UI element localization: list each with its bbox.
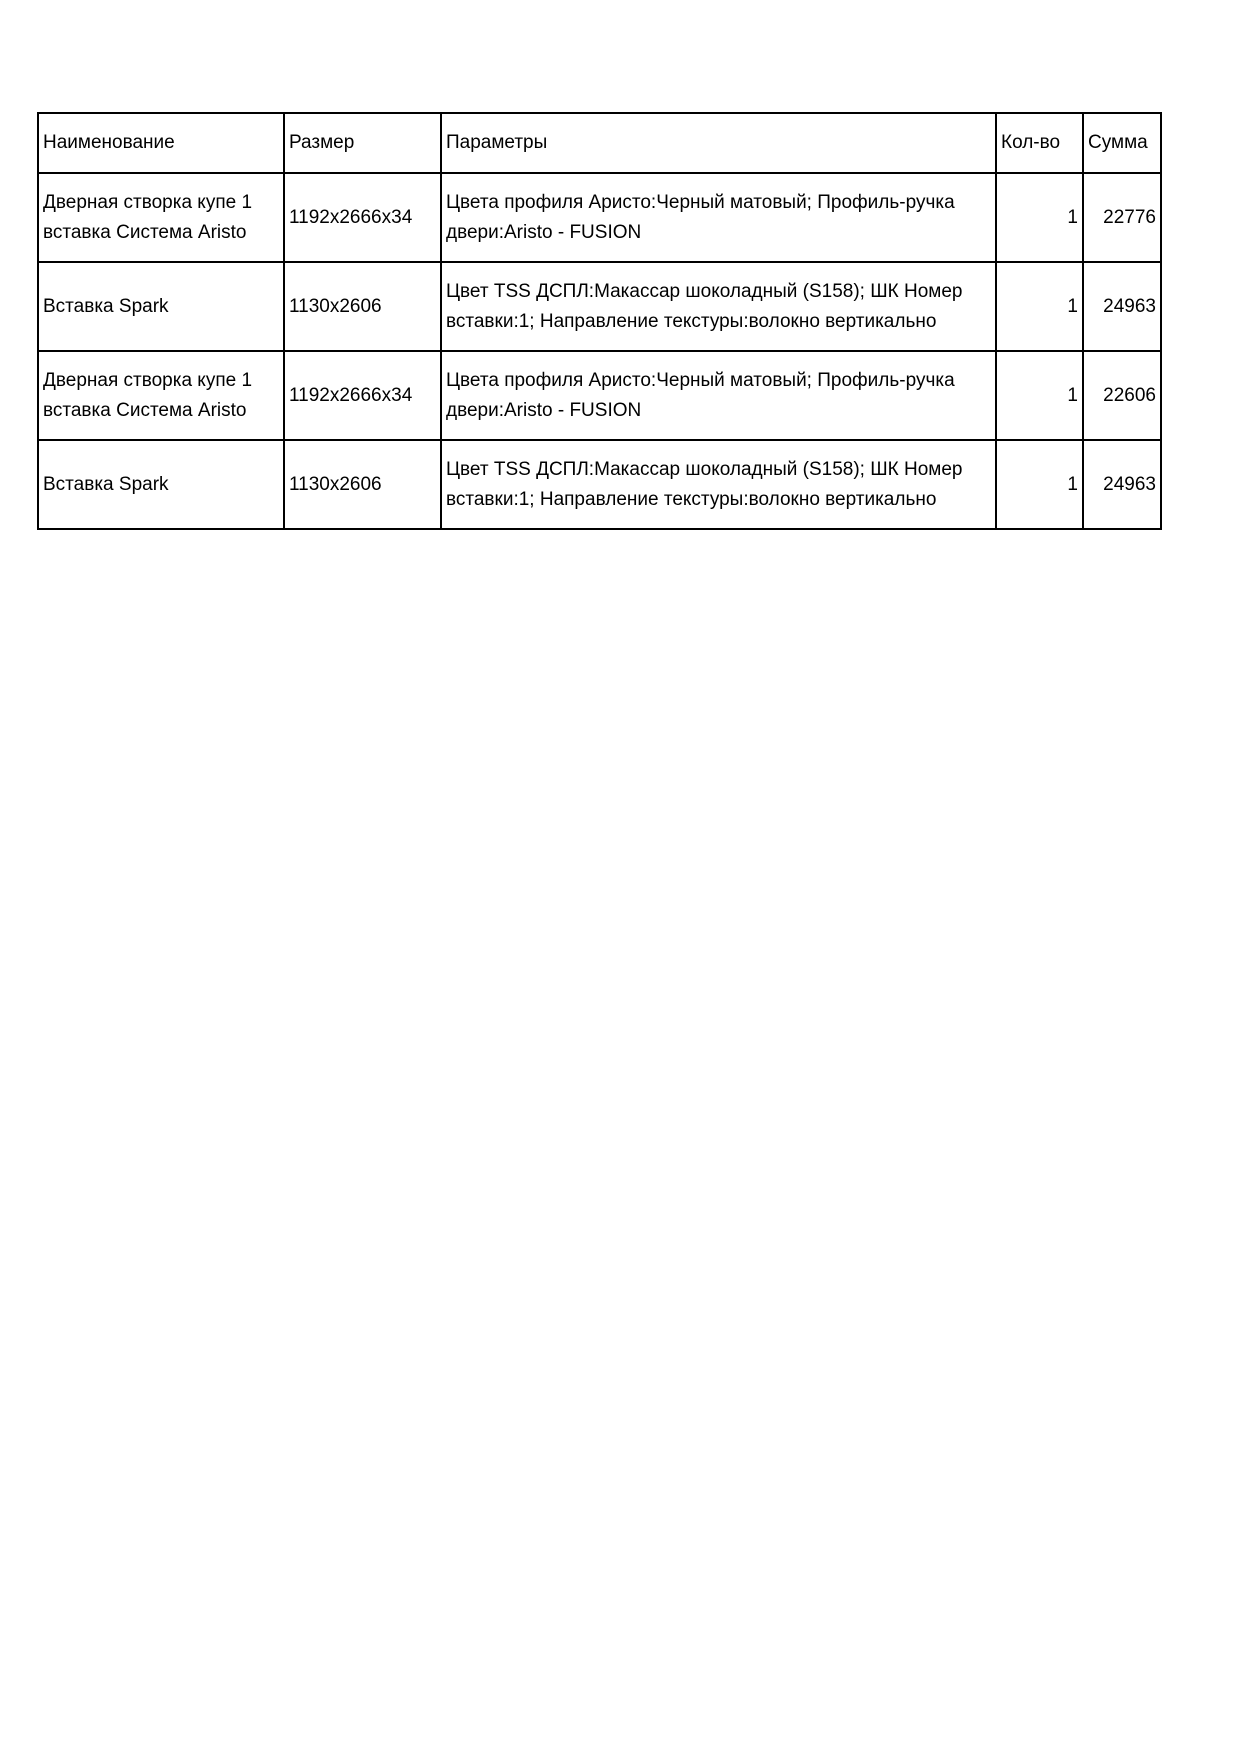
header-size: Размер	[284, 113, 441, 173]
header-name: Наименование	[38, 113, 284, 173]
header-params: Параметры	[441, 113, 996, 173]
table-row	[38, 351, 1161, 440]
cell-name: Дверная створка купе 1 вставка Система Aristo	[38, 173, 284, 262]
cell-name: Дверная створка купе 1 вставка Система Aristo	[38, 351, 284, 440]
cell-sum: 24963	[1083, 440, 1161, 529]
table-row	[38, 173, 1161, 262]
cell-name: Вставка Spark	[38, 262, 284, 351]
cell-size: 1192x2666x34	[284, 173, 441, 262]
cell-qty: 1	[996, 351, 1083, 440]
cell-params: Цвета профиля Аристо:Черный матовый; Профиль-ручка двери:Aristo - FUSION	[441, 351, 996, 440]
cell-qty: 1	[996, 262, 1083, 351]
table-row	[38, 440, 1161, 529]
cell-qty: 1	[996, 440, 1083, 529]
header-sum: Сумма	[1083, 113, 1161, 173]
cell-sum: 22606	[1083, 351, 1161, 440]
table-header-row	[38, 113, 1161, 173]
cell-qty: 1	[996, 173, 1083, 262]
cell-size: 1192x2666x34	[284, 351, 441, 440]
cell-sum: 24963	[1083, 262, 1161, 351]
cell-sum: 22776	[1083, 173, 1161, 262]
cell-size: 1130x2606	[284, 440, 441, 529]
cell-size: 1130x2606	[284, 262, 441, 351]
order-table	[37, 112, 1162, 530]
table-row	[38, 262, 1161, 351]
cell-name: Вставка Spark	[38, 440, 284, 529]
cell-params: Цвет TSS ДСПЛ:Макассар шоколадный (S158); ШК Номер вставки:1; Направление текстуры:волокно вертикально	[441, 440, 996, 529]
header-qty: Кол-во	[996, 113, 1083, 173]
cell-params: Цвета профиля Аристо:Черный матовый; Профиль-ручка двери:Aristo - FUSION	[441, 173, 996, 262]
cell-params: Цвет TSS ДСПЛ:Макассар шоколадный (S158); ШК Номер вставки:1; Направление текстуры:волокно вертикально	[441, 262, 996, 351]
